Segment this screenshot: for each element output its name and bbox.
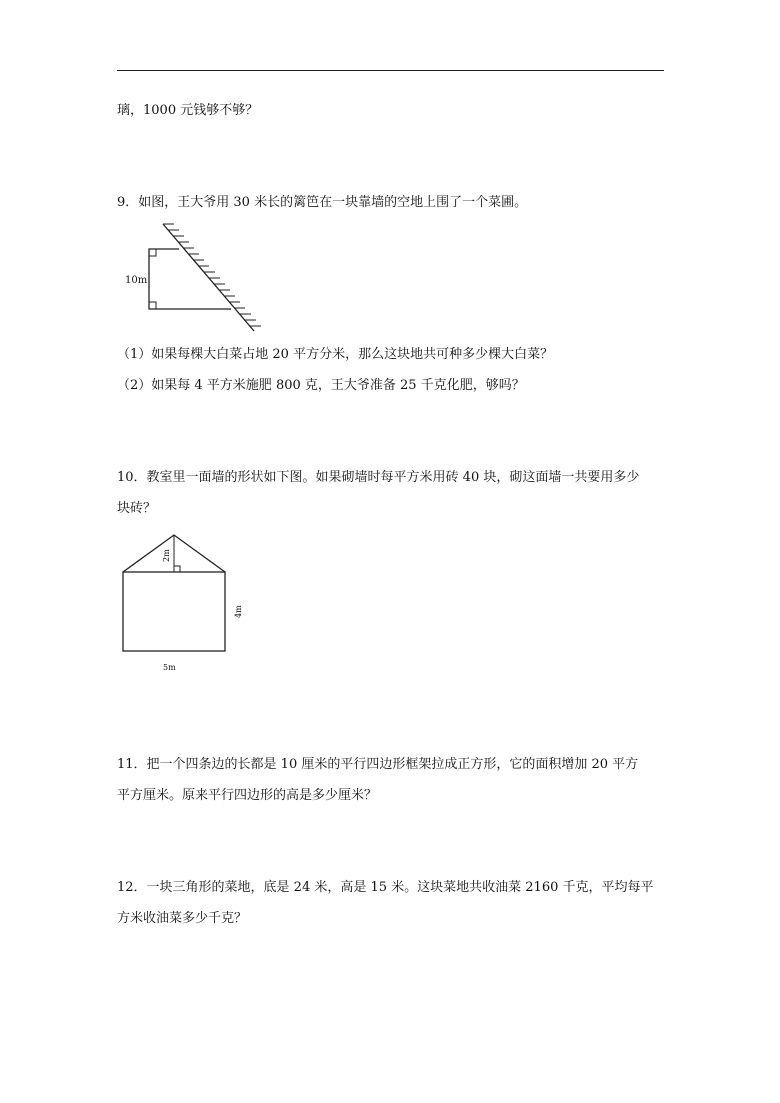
q12-line2: 方米收油菜多少千克？ [117, 911, 248, 926]
q9-sub2: （2）如果每 4 平方米施肥 800 克，王大爷准备 25 千克化肥，够吗？ [117, 378, 525, 393]
q10-figure [118, 530, 248, 675]
q10-height-label: 2m [162, 549, 171, 562]
fence-outline [149, 249, 231, 309]
q9-stem: 9．如图，王大爷用 30 米长的篱笆在一块靠墙的空地上围了一个菜圃。 [117, 195, 528, 210]
wall-line [163, 224, 254, 331]
wall-hatching [163, 224, 261, 326]
q9-side-label: 10m [125, 275, 148, 286]
q11-line1: 11．把一个四条边的长都是 10 厘米的平行四边形框架拉成正方形，它的面积增加 20 平方 [117, 757, 639, 772]
q10-side-label: 4m [234, 605, 243, 618]
continuation-text: 璃，1000 元钱够不够？ [117, 103, 259, 118]
q11-line2: 平方厘米。原来平行四边形的高是多少厘米？ [117, 788, 378, 803]
header-rule [117, 70, 664, 71]
right-angle-mark [174, 566, 180, 572]
wall-rectangle [123, 572, 225, 651]
right-angle-bottom [149, 302, 156, 309]
q9-sub1: （1）如果每棵大白菜占地 20 平方分米，那么这块地共可种多少棵大白菜？ [117, 347, 554, 362]
right-angle-top [149, 249, 156, 256]
q12-line1: 12．一块三角形的菜地，底是 24 米，高是 15 米。这块菜地共收油菜 2160 千克，平均每平 [117, 880, 654, 895]
q10-stem-line2: 块砖？ [117, 501, 157, 516]
q10-base-label: 5m [163, 663, 176, 672]
q10-stem-line1: 10．教室里一面墙的形状如下图。如果砌墙时每平方米用砖 40 块，砌这面墙一共要用多少 [117, 470, 640, 485]
q9-figure [120, 222, 260, 334]
